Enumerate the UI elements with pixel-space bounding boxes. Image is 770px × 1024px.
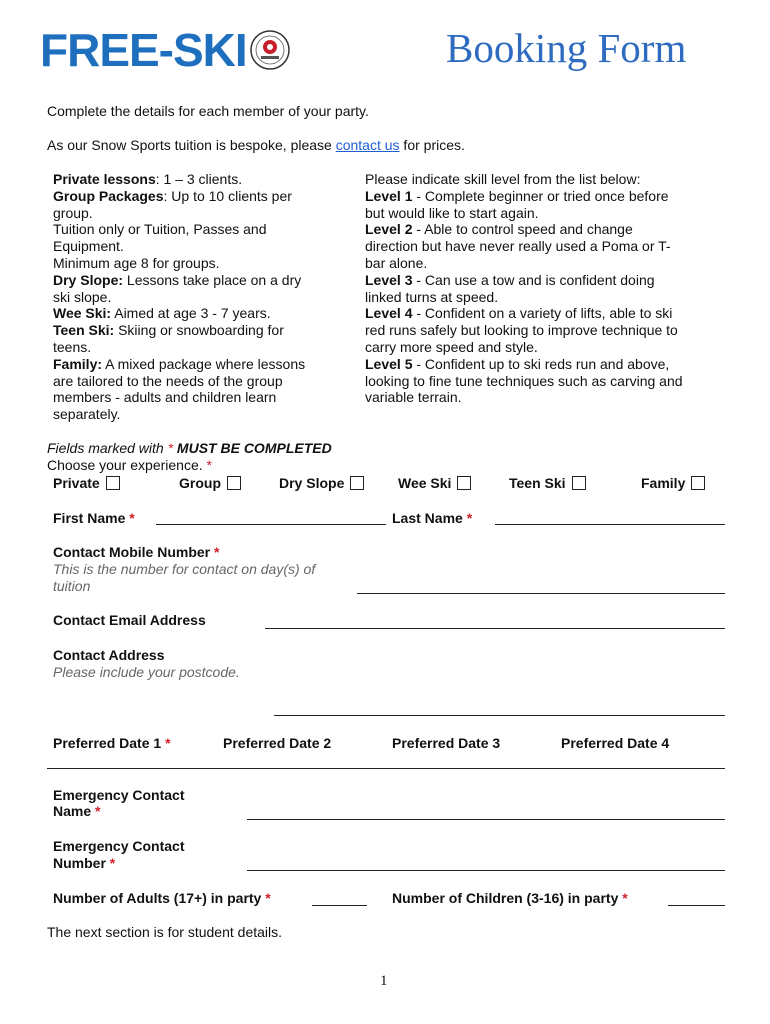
- first-name-label: [53, 510, 135, 527]
- required-asterisk: *: [265, 890, 271, 906]
- info-line-text: teens.: [53, 338, 92, 355]
- email-label: Contact Email Address: [53, 612, 206, 628]
- info-line-bold: Private lessons: [53, 171, 156, 187]
- info-line-bold: Level 5: [365, 355, 413, 372]
- required-asterisk: *: [466, 510, 473, 526]
- option-teen-ski[interactable]: [509, 475, 586, 492]
- info-line: [53, 238, 305, 255]
- info-line-text: are tailored to the needs of the group: [53, 372, 283, 389]
- info-line-text: Equipment.: [53, 238, 124, 255]
- mobile-label: [53, 544, 219, 561]
- info-line: [53, 406, 305, 423]
- info-line-bold: Level 4: [365, 305, 413, 322]
- info-line-text: : 1 – 3 clients.: [155, 171, 243, 187]
- info-line-text: : Up to 10 clients per: [163, 187, 292, 204]
- adults-text: Number of Adults (17+) in party: [53, 890, 262, 906]
- info-line: [53, 389, 305, 406]
- last-name-text: Last Name: [392, 510, 463, 526]
- info-line: [53, 255, 305, 272]
- info-line: [365, 255, 683, 272]
- skill-levels-column: [365, 171, 683, 406]
- mobile-hint-1: This is the number for contact on day(s) of: [53, 561, 316, 577]
- info-line-bold: Wee Ski:: [53, 305, 112, 322]
- emergency-number-text: Number: [53, 855, 106, 871]
- page-title: Booking Form: [446, 25, 687, 71]
- address-field[interactable]: [274, 715, 725, 716]
- option-label: Wee Ski: [398, 475, 452, 491]
- info-line-text: - Confident up to ski reds run and above,: [412, 355, 670, 372]
- emergency-number-label-1: Emergency Contact: [53, 838, 185, 854]
- info-line: [53, 289, 305, 306]
- emergency-name-field[interactable]: [247, 819, 725, 820]
- info-line-text: Please indicate skill level from the list below:: [365, 171, 641, 187]
- contact-us-link[interactable]: contact us: [335, 137, 400, 153]
- info-line-text: - Can use a tow and is confident doing: [412, 271, 655, 288]
- checkbox-dry-slope[interactable]: [350, 476, 364, 490]
- mobile-text: Contact Mobile Number: [53, 544, 211, 560]
- info-line: [365, 373, 683, 390]
- preferred-date-1-label[interactable]: [53, 735, 171, 752]
- info-line: [53, 272, 305, 289]
- info-line-text: members - adults and children learn: [53, 389, 277, 406]
- info-line: [365, 188, 683, 205]
- info-line: [365, 339, 683, 356]
- mobile-hint-2: tuition: [53, 578, 91, 594]
- info-line-text: ski slope.: [53, 288, 112, 305]
- preferred-date-1-text: Preferred Date 1: [53, 735, 162, 751]
- preferred-date-4-label[interactable]: Preferred Date 4: [561, 735, 670, 751]
- next-section-note: The next section is for student details.: [47, 924, 283, 940]
- info-line-bold: Level 3: [365, 271, 413, 288]
- info-line: [365, 305, 683, 322]
- info-line-text: direction but have never really used a Poma or T-: [365, 238, 671, 255]
- info-line-text: - Able to control speed and change: [412, 221, 633, 238]
- info-line: [53, 322, 305, 339]
- address-label: Contact Address: [53, 647, 165, 663]
- info-line: [53, 205, 305, 222]
- emergency-number-field[interactable]: [247, 870, 725, 871]
- required-asterisk: *: [214, 544, 220, 560]
- checkbox-group[interactable]: [227, 476, 241, 490]
- option-wee-ski[interactable]: [398, 475, 471, 492]
- option-label: Private: [53, 475, 100, 491]
- option-private[interactable]: [53, 475, 120, 492]
- children-text: Number of Children (3-16) in party: [392, 890, 619, 906]
- required-asterisk: *: [109, 855, 116, 871]
- emergency-name-label-1: Emergency Contact: [53, 787, 185, 803]
- info-line: [365, 272, 683, 289]
- option-label: Dry Slope: [279, 475, 345, 491]
- preferred-date-3-label[interactable]: Preferred Date 3: [392, 735, 501, 751]
- checkbox-family[interactable]: [691, 476, 705, 490]
- info-line: [365, 221, 683, 238]
- option-label: Family: [641, 475, 686, 491]
- info-line: [365, 289, 683, 306]
- info-line: [365, 238, 683, 255]
- info-line-text: separately.: [53, 406, 121, 423]
- option-family[interactable]: [641, 475, 705, 492]
- info-line-text: looking to fine tune techniques such as carving and: [365, 372, 683, 389]
- preferred-dates-divider: [47, 768, 725, 769]
- info-line: [53, 305, 305, 322]
- first-name-text: First Name: [53, 510, 126, 526]
- info-line-text: red runs safely but looking to improve technique to: [365, 322, 678, 339]
- last-name-label: [392, 510, 472, 527]
- option-group[interactable]: [179, 475, 241, 492]
- info-line-bold: Level 1: [365, 187, 413, 204]
- ski-school-badge-icon: [249, 29, 291, 71]
- info-line: [53, 188, 305, 205]
- last-name-field[interactable]: [495, 524, 725, 525]
- info-line-bold: Dry Slope:: [53, 271, 124, 288]
- info-line-text: Minimum age 8 for groups.: [53, 254, 220, 271]
- option-label: Teen Ski: [509, 475, 566, 491]
- emergency-name-text: Name: [53, 803, 92, 819]
- info-line: [53, 373, 305, 390]
- info-line: [365, 389, 683, 406]
- option-label: Group: [179, 475, 221, 491]
- emergency-number-label-2: [53, 855, 115, 872]
- email-field[interactable]: [265, 628, 725, 629]
- info-line-bold: Level 2: [365, 221, 413, 238]
- info-line-text: bar alone.: [365, 254, 428, 271]
- checkbox-teen-ski[interactable]: [572, 476, 586, 490]
- info-line: [53, 221, 305, 238]
- info-line: [53, 339, 305, 356]
- info-line: [53, 171, 305, 188]
- checkbox-private[interactable]: [106, 476, 120, 490]
- info-line-text: carry more speed and style.: [365, 338, 538, 355]
- info-line: [365, 171, 683, 188]
- required-note-emphasis: MUST BE COMPLETED: [173, 440, 332, 456]
- page-number: 1: [380, 973, 388, 989]
- info-line-text: variable terrain.: [365, 389, 462, 406]
- address-hint: Please include your postcode.: [53, 664, 240, 680]
- adults-field[interactable]: [312, 905, 367, 906]
- children-label: [392, 890, 628, 907]
- info-line: [365, 205, 683, 222]
- info-line-bold: Group Packages: [53, 187, 164, 204]
- mobile-field[interactable]: [357, 593, 725, 594]
- choose-experience-label: [47, 457, 212, 474]
- info-line-text: - Complete beginner or tried once before: [412, 187, 669, 204]
- intro-text-end: for prices.: [399, 137, 465, 153]
- required-asterisk: *: [165, 735, 171, 751]
- info-line-text: but would like to start again.: [365, 204, 539, 221]
- intro-line-1: Complete the details for each member of your party.: [47, 103, 369, 119]
- intro-text: As our Snow Sports tuition is bespoke, please: [47, 137, 336, 153]
- info-line-text: Tuition only or Tuition, Passes and: [53, 221, 267, 238]
- required-asterisk: *: [206, 457, 212, 473]
- info-line-text: group.: [53, 204, 93, 221]
- children-field[interactable]: [668, 905, 725, 906]
- option-dry-slope[interactable]: [279, 475, 364, 492]
- logo-text: FREE-SKI: [40, 24, 247, 76]
- required-note-text: Fields marked with: [47, 440, 168, 456]
- checkbox-wee-ski[interactable]: [457, 476, 471, 490]
- info-line-bold: Teen Ski:: [53, 322, 115, 339]
- info-line: [53, 356, 305, 373]
- required-asterisk: *: [95, 803, 101, 819]
- info-line-text: Skiing or snowboarding for: [114, 322, 284, 339]
- lesson-types-column: [53, 171, 305, 423]
- info-line-text: A mixed package where lessons: [102, 355, 306, 372]
- info-line-text: Lessons take place on a dry: [123, 271, 302, 288]
- preferred-date-2-label[interactable]: Preferred Date 2: [223, 735, 332, 751]
- intro-line-2: [47, 137, 465, 154]
- choose-experience-text: Choose your experience.: [47, 457, 203, 473]
- emergency-name-label-2: [53, 803, 100, 820]
- info-line-bold: Family:: [53, 355, 103, 372]
- adults-label: [53, 890, 271, 907]
- required-asterisk: *: [129, 510, 135, 526]
- info-line: [365, 322, 683, 339]
- first-name-field[interactable]: [156, 524, 386, 525]
- required-note: [47, 440, 332, 457]
- required-asterisk: *: [167, 440, 174, 456]
- required-asterisk: *: [622, 890, 628, 906]
- info-line: [365, 356, 683, 373]
- info-line-text: Aimed at age 3 - 7 years.: [111, 305, 271, 322]
- free-ski-logo: [40, 24, 291, 76]
- info-line-text: linked turns at speed.: [365, 288, 499, 305]
- info-line-text: - Confident on a variety of lifts, able to ski: [412, 305, 673, 322]
